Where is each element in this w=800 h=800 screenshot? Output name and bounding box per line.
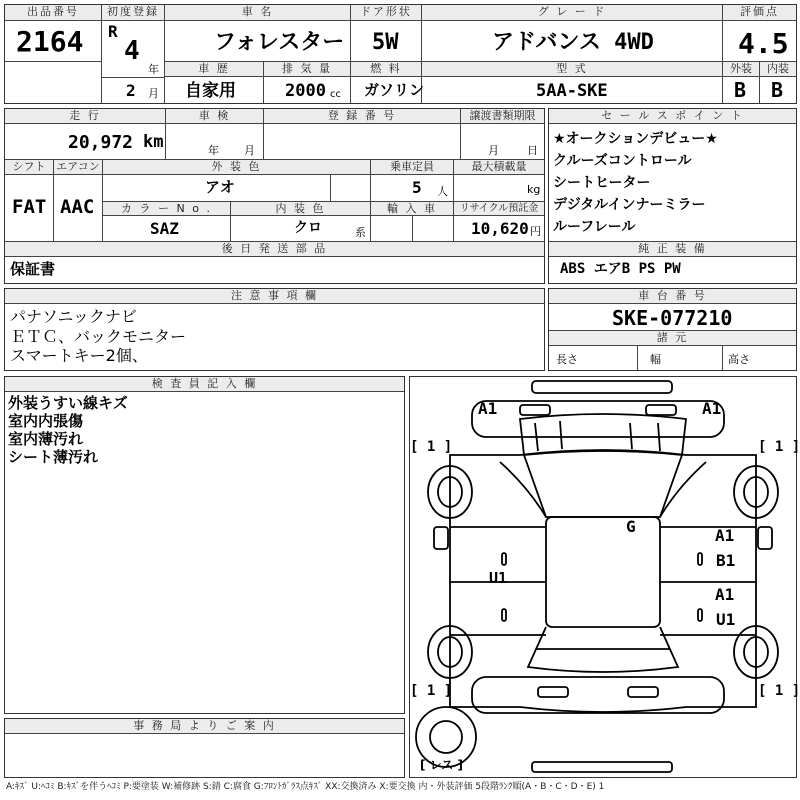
recycle-header: リサイクル預託金	[454, 202, 544, 216]
ext-color: アオ	[205, 178, 235, 196]
import-header: 輸 入 車	[371, 202, 453, 216]
damage-left-side: U1	[489, 569, 508, 587]
reg-no-header: 登 録 番 号	[264, 109, 460, 124]
ext-color-header: 外 装 色	[103, 160, 370, 175]
capacity: 5	[412, 178, 422, 197]
damage-right-rear-2: U1	[716, 610, 736, 629]
damage-right-front-2: B1	[716, 551, 736, 570]
fuel: ガソリン	[364, 81, 425, 99]
kg-unit: kg	[527, 183, 541, 196]
score-header: 評価点	[723, 5, 796, 21]
later-parts-header: 後 日 発 送 部 品	[5, 242, 544, 257]
interior-header: 内装	[760, 62, 796, 77]
score: 4.5	[738, 27, 789, 60]
genuine-header: 純 正 装 備	[549, 242, 796, 257]
chassis-number: SKE-077210	[612, 306, 733, 330]
transfer-deadline-header: 譲渡書類期限	[461, 109, 544, 124]
dims-length: 長さ	[556, 353, 578, 366]
note-item: スマートキー2個、	[10, 346, 148, 365]
damage-front-right: A1	[702, 399, 722, 418]
inspection-header: 車 検	[166, 109, 263, 124]
inspector-note: 室内薄汚れ	[8, 430, 84, 448]
int-color-header: 内 装 色	[231, 202, 370, 216]
note-item: ＥＴＣ、バックモニター	[10, 327, 187, 346]
door-type: 5W	[372, 30, 399, 55]
sales-point-item: デジタルインナーミラー	[553, 197, 706, 213]
inspector-note: 室内内張傷	[8, 412, 84, 430]
km-unit: km	[143, 132, 164, 152]
color-no-header: カ ラ ー N o .	[103, 202, 230, 216]
grade-header: グ レ ー ド	[422, 5, 722, 21]
car-name-header: 車 名	[165, 5, 350, 21]
car-name: フォレスター	[214, 30, 345, 55]
tire-front-right: [ 1 ]	[758, 439, 800, 455]
note-item: パナソニックナビ	[10, 307, 137, 326]
color-code: SAZ	[150, 219, 179, 238]
tire-front-left: [ 1 ]	[410, 439, 453, 455]
recycle-fee: 10,620	[471, 219, 529, 238]
history-header: 車 歴	[165, 62, 263, 77]
sales-point-item: シートヒーター	[553, 175, 651, 191]
genuine-equipment: ABS エアB PS PW	[560, 261, 681, 277]
dims-header: 諸 元	[549, 331, 796, 346]
shift-header: シフト	[5, 160, 53, 175]
later-parts: 保証書	[10, 260, 56, 278]
mileage: 20,972	[68, 132, 134, 153]
cc-unit: cc	[330, 89, 341, 100]
spare-tire-label: [ レス ]	[420, 758, 463, 772]
model-type-header: 型 式	[422, 62, 722, 77]
tire-rear-left: [ 1 ]	[410, 683, 453, 699]
reg-year-unit: 年	[148, 63, 159, 76]
inspector-note: 外装うすい線キズ	[8, 394, 128, 412]
shift: FAT	[12, 196, 47, 218]
tire-rear-right: [ 1 ]	[758, 683, 800, 699]
grade: アドバンス 4WD	[492, 30, 654, 55]
lot-number-header: 出品番号	[5, 5, 101, 21]
dims-height: 高さ	[728, 353, 750, 366]
dims-width: 幅	[650, 353, 661, 366]
legend: A:ｷｽﾞ U:ﾍｺﾐ B:ｷｽﾞを伴うﾍｺﾐ P:要塗装 W:補修跡 S:錆 C:腐食 G:ﾌﾛﾝﾄｶﾞﾗｽ点ｷｽﾞ XX:交換済み X:要交換 内・外装評価 5段階ﾗﾝｸ順(A・B・C・D・E) 1	[6, 782, 605, 792]
reg-month-unit: 月	[148, 87, 159, 100]
yen-unit: 円	[530, 225, 541, 238]
inspector-note: シート薄汚れ	[8, 448, 99, 466]
mileage-header: 走 行	[5, 109, 165, 124]
damage-front-left: A1	[478, 399, 498, 418]
reg-year: 4	[124, 36, 140, 66]
max-load-header: 最大積載量	[454, 160, 544, 175]
sales-points-header: セ ー ル ス ポ イ ン ト	[549, 109, 796, 124]
lot-number: 2164	[16, 25, 84, 58]
notes-header: 注 意 事 項 欄	[5, 289, 544, 304]
fuel-header: 燃 料	[351, 62, 421, 77]
capacity-unit: 人	[437, 185, 448, 198]
deadline-month-unit: 月	[488, 144, 499, 157]
interior-grade: B	[771, 78, 784, 102]
office-header: 事 務 局 よ り ご 案 内	[5, 719, 404, 734]
model-type: 5AA-SKE	[536, 81, 608, 101]
car-diagram	[409, 376, 797, 778]
damage-right-rear-1: A1	[715, 585, 735, 604]
int-color-suffix: 系	[355, 226, 366, 239]
reg-month: 2	[126, 81, 136, 100]
door-header: ドア形状	[351, 5, 421, 21]
first-registration-header: 初度登録	[102, 5, 164, 21]
inspection-year-unit: 年	[208, 144, 219, 157]
displacement-header: 排 気 量	[264, 62, 350, 77]
int-color: クロ	[294, 220, 322, 236]
aircon: AAC	[60, 196, 95, 218]
sales-point-item: ★オークションデビュー★	[553, 131, 718, 147]
damage-roof: G	[626, 517, 636, 536]
capacity-header: 乗車定員	[371, 160, 453, 175]
deadline-day-unit: 日	[527, 144, 538, 157]
inspector-header: 検 査 員 記 入 欄	[5, 377, 404, 392]
era: R	[108, 22, 118, 41]
exterior-header: 外装	[723, 62, 759, 77]
exterior-grade: B	[734, 78, 747, 102]
displacement: 2000	[285, 81, 326, 101]
sales-point-item: クルーズコントロール	[553, 153, 692, 169]
damage-right-front-1: A1	[715, 526, 735, 545]
inspection-month-unit: 月	[244, 144, 255, 157]
chassis-header: 車 台 番 号	[549, 289, 796, 304]
aircon-header: エアコン	[54, 160, 102, 175]
sales-point-item: ルーフレール	[553, 219, 636, 235]
history: 自家用	[185, 81, 236, 101]
